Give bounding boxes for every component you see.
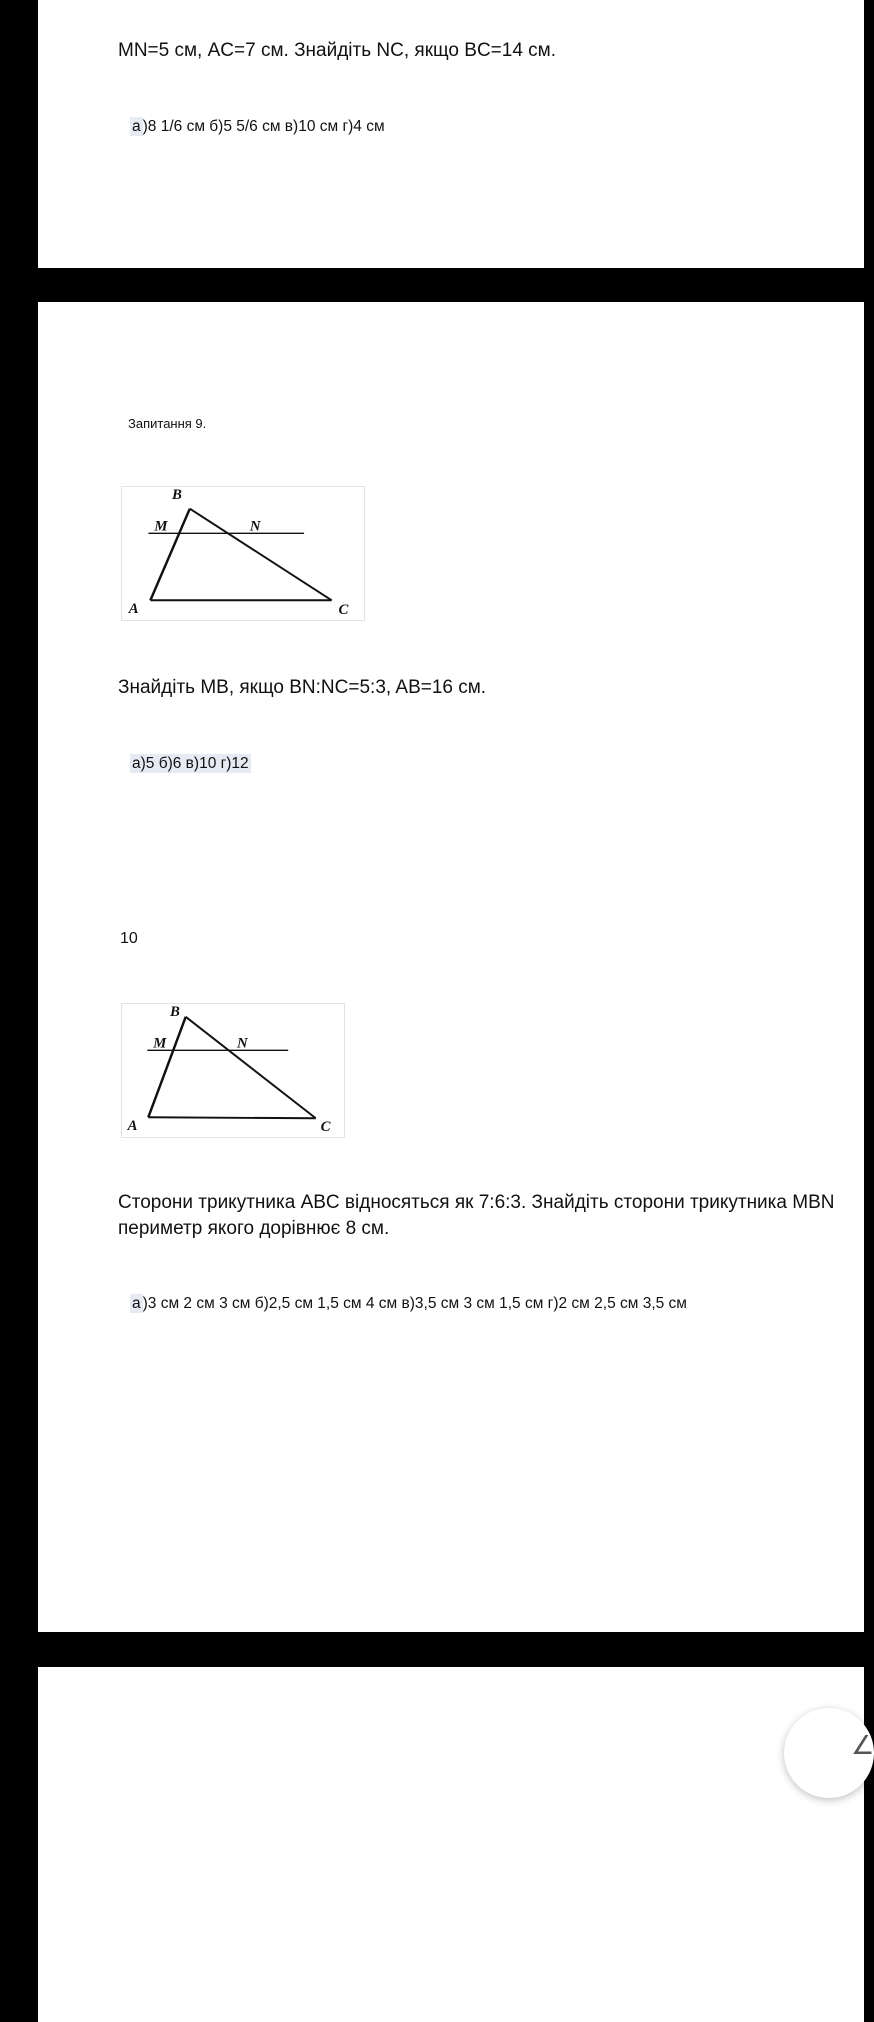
vertex-c-label: C (320, 1119, 331, 1136)
vertex-a-label: A (127, 1118, 138, 1135)
page-3 (38, 1667, 864, 2022)
answer-a-marker: а (132, 118, 141, 135)
vertex-a-label: A (128, 601, 139, 618)
side-bc (190, 509, 332, 601)
vertex-b-label: B (172, 486, 182, 503)
page-1 (38, 0, 864, 268)
vertex-m-label: M (153, 1035, 167, 1052)
question-9-text: Знайдіть MB, якщо BN:NC=5:3, AB=16 см. (118, 677, 487, 698)
question-10-triangle-figure (121, 1003, 345, 1138)
answer-options: )3 см 2 см 3 см б)2,5 см 1,5 см 4 см в)3,5 см 3 см 1,5 см г)2 см 2,5 см 3,5 см (142, 1295, 687, 1312)
triangle-diagram (122, 487, 364, 620)
question-8-answers (130, 117, 385, 137)
answer-a-marker: а (132, 1295, 141, 1312)
question-10-text: Сторони трикутника ABC відносяться як 7:6:3. Знайдіть сторони трикутника MBN периметр якого дорівнює 8 см. (118, 1192, 835, 1239)
vertex-b-label: B (169, 1003, 180, 1020)
question-10-label: 10 (120, 930, 138, 947)
answer-options: а)5 б)6 в)10 г)12 (132, 755, 249, 772)
side-ac (148, 1117, 315, 1118)
vertex-n-label: N (236, 1035, 248, 1052)
answer-options: )8 1/6 см б)5 5/6 см в)10 см г)4 см (142, 118, 385, 135)
vertex-c-label: C (338, 602, 349, 619)
triangle-diagram (122, 1004, 344, 1137)
question-9-answers (130, 754, 251, 774)
vertex-n-label: N (249, 518, 261, 535)
vertex-m-label: M (154, 518, 168, 535)
side-bc (186, 1017, 316, 1118)
scroll-navigation-button[interactable] (784, 1708, 874, 1798)
question-8-text: MN=5 см, AC=7 см. Знайдіть NC, якщо BC=14 см. (118, 40, 557, 61)
question-10-answers (130, 1294, 687, 1314)
angle-icon: ∠ (851, 1730, 874, 1760)
question-9-label: Запитання 9. (128, 416, 207, 431)
question-9-triangle-figure (121, 486, 365, 621)
page-2 (38, 302, 864, 1632)
side-ab (148, 1017, 185, 1117)
